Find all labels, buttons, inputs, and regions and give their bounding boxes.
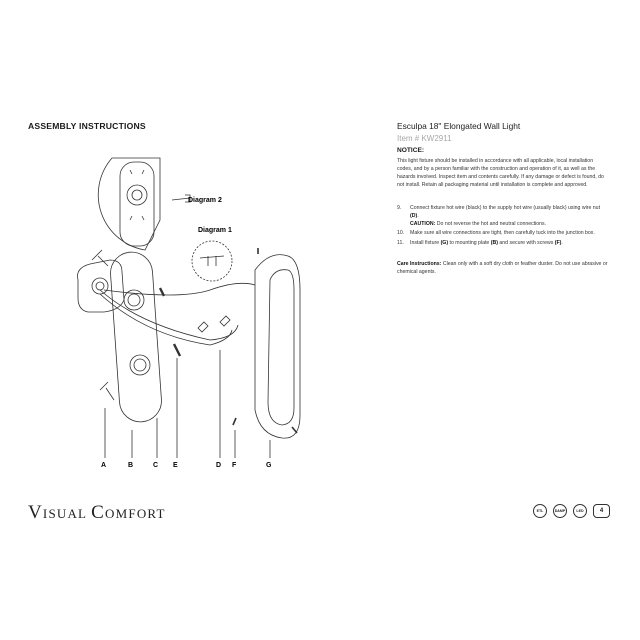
screw-e [174,344,180,356]
junction-box [78,260,125,312]
step-number: 10. [397,230,405,237]
fixture-wires [100,290,238,340]
mounting-plate-zoom [120,162,154,246]
step-text: . [561,239,563,246]
part-ref: (D) [410,213,418,220]
step-text: Make sure all wire connections are tight, then carefully tuck into the junction box. [410,230,595,237]
damp-rated-icon: DAMP [553,504,567,518]
part-label-e: E [173,462,178,469]
step-text: to mounting plate [448,239,491,246]
steps-list [397,204,609,246]
step-number: 9. [397,205,402,212]
item-number: Item # KW2911 [397,134,452,143]
step-11 [397,239,609,247]
etl-listed-icon: ETL [533,504,547,518]
diagram-1-magnifier [192,241,232,281]
instructions-column [397,121,609,276]
step-text: Connect fixture hot wire (black) to the supply hot wire (usually black) using wire nut [410,205,601,212]
part-label-a: A [101,462,107,469]
bulb-count-badge: 4 [593,504,610,518]
step-number: 11. [397,239,404,246]
mounting-plate [109,251,163,424]
part-ref: (F) [554,239,562,246]
step-9 [397,204,609,228]
page-heading: ASSEMBLY INSTRUCTIONS [28,121,146,131]
step-text: and secure with screws [497,239,555,246]
screw-a-bottom [100,382,114,400]
care-text: Clean only with a soft dry cloth or feather duster. Do not use abrasive or chemical agents. [397,260,608,275]
certification-badges [533,504,610,518]
step-text: . [417,213,419,220]
diagram-2-label: Diagram 2 [188,197,222,204]
care-instructions [397,260,609,276]
wire-nut [198,322,208,332]
part-label-c: C [153,462,159,469]
diagram-1-label: Diagram 1 [198,227,232,234]
part-label-g: G [266,462,272,469]
part-ref: (G) [440,239,449,246]
step-text: Install fixture [410,239,441,246]
step-10 [397,229,609,237]
care-label: Care Instructions: [397,260,442,267]
product-title: Esculpa 18" Elongated Wall Light [397,121,521,131]
screw-a-top [92,250,108,266]
part-label-f: F [232,462,237,469]
brand-logo: VISUAL COMFORT [28,502,166,523]
assembly-diagram [60,140,320,480]
caution-label: CAUTION: [410,221,436,228]
diagram-2-magnifier [98,158,160,250]
notice-label: NOTICE: [397,147,425,154]
part-label-b: B [128,462,134,469]
part-ref: (B) [490,239,498,246]
part-label-d: D [216,462,222,469]
notice-body: This light fixture should be installed in accordance with all applicable, local installation codes, and by a person familiar with the construction and operation of it, as well as the hazards involved. Inspect item and contents carefully. If any damage or defect is found, do not install. Retain all packaging material until installation is complete and approved. [397,158,604,189]
led-icon: LED [573,504,587,518]
caution-text: Do not reverse the hot and neutral connections. [435,221,547,228]
